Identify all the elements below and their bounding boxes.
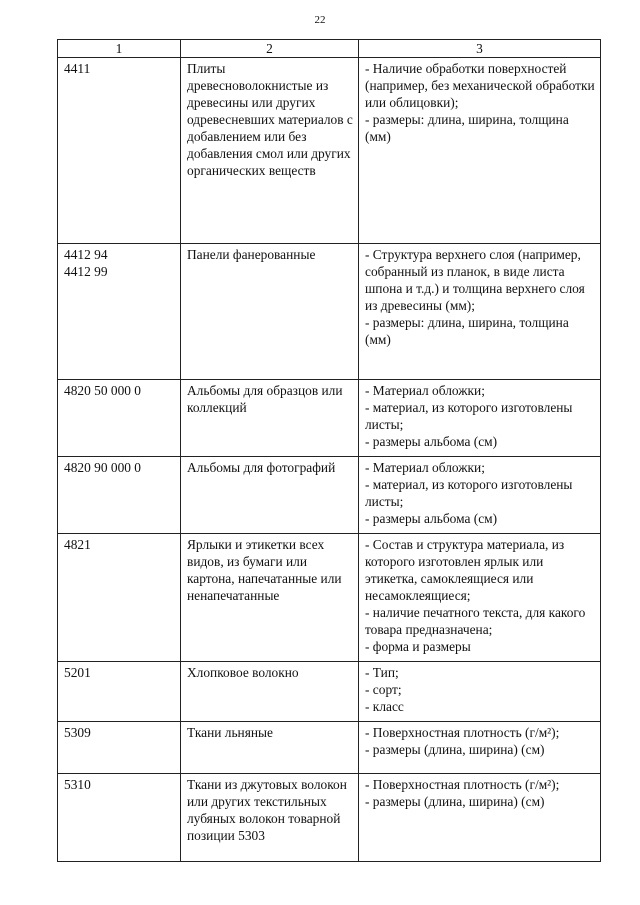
table-row — [58, 722, 601, 774]
attribute-line: - размеры альбома (см) — [365, 434, 498, 449]
name-cell: Ткани из джутовых волокон или других текстильных лубяных волокон товарной позиции 5303 — [181, 774, 359, 862]
attributes-cell — [359, 244, 601, 380]
code-cell — [58, 380, 181, 457]
name-cell: Альбомы для фотографий — [181, 457, 359, 534]
attributes-cell — [359, 662, 601, 722]
attribute-line: - Наличие обработки поверхностей (например, без механической обработки или облицовки); — [365, 61, 595, 110]
attributes-cell — [359, 457, 601, 534]
attribute-line: - материал, из которого изготовлены листы; — [365, 477, 573, 509]
attribute-line: - размеры (длина, ширина) (см) — [365, 794, 545, 809]
code-cell — [58, 722, 181, 774]
table-row — [58, 534, 601, 662]
attribute-line: - размеры альбома (см) — [365, 511, 498, 526]
code-line: 5309 — [64, 725, 91, 740]
attribute-line: - Тип; — [365, 665, 399, 680]
attribute-line: - размеры (длина, ширина) (см) — [365, 742, 545, 757]
column-header-3: 3 — [359, 40, 601, 58]
name-cell: Альбомы для образцов или коллекций — [181, 380, 359, 457]
table-row — [58, 380, 601, 457]
attribute-line: - Поверхностная плотность (г/м²); — [365, 777, 560, 792]
attribute-line: - Структура верхнего слоя (например, собранный из планок, в виде листа шпона и т.д.) и толщина верхнего слоя из древесины (мм); — [365, 247, 585, 313]
name-cell: Плиты древесноволокнистые из древесины или других одревесневших материалов с добавлением или без добавления смол или других органических веществ — [181, 58, 359, 244]
attribute-line: - материал, из которого изготовлены листы; — [365, 400, 573, 432]
attribute-line: - Материал обложки; — [365, 383, 485, 398]
table-row — [58, 244, 601, 380]
attribute-line: - Поверхностная плотность (г/м²); — [365, 725, 560, 740]
code-line: 4412 94 — [64, 247, 108, 262]
table-row — [58, 58, 601, 244]
table-header-row — [58, 40, 601, 58]
code-line: 4821 — [64, 537, 91, 552]
attributes-cell — [359, 534, 601, 662]
code-line: 4820 50 000 0 — [64, 383, 141, 398]
name-cell: Панели фанерованные — [181, 244, 359, 380]
page-number: 22 — [314, 14, 326, 26]
goods-table — [57, 39, 601, 862]
code-cell — [58, 662, 181, 722]
attribute-line: - класс — [365, 699, 404, 714]
attribute-line: - Материал обложки; — [365, 460, 485, 475]
code-cell — [58, 534, 181, 662]
attribute-line: - размеры: длина, ширина, толщина (мм) — [365, 315, 569, 347]
table-row — [58, 457, 601, 534]
code-line: 5201 — [64, 665, 91, 680]
attributes-cell — [359, 722, 601, 774]
name-cell: Ярлыки и этикетки всех видов, из бумаги или картона, напечатанные или ненапечатанные — [181, 534, 359, 662]
attribute-line: - сорт; — [365, 682, 402, 697]
table-row — [58, 662, 601, 722]
attribute-line: - форма и размеры — [365, 639, 471, 654]
table-row — [58, 774, 601, 862]
attributes-cell — [359, 774, 601, 862]
name-cell: Ткани льняные — [181, 722, 359, 774]
attribute-line: - наличие печатного текста, для какого товара предназначена; — [365, 605, 586, 637]
column-header-1: 1 — [58, 40, 181, 58]
code-cell — [58, 774, 181, 862]
code-cell — [58, 457, 181, 534]
name-cell: Хлопковое волокно — [181, 662, 359, 722]
code-line: 4412 99 — [64, 264, 108, 279]
attributes-cell — [359, 380, 601, 457]
attributes-cell — [359, 58, 601, 244]
code-cell — [58, 58, 181, 244]
code-cell — [58, 244, 181, 380]
code-line: 4820 90 000 0 — [64, 460, 141, 475]
code-line: 4411 — [64, 61, 91, 76]
code-line: 5310 — [64, 777, 91, 792]
column-header-2: 2 — [181, 40, 359, 58]
attribute-line: - Состав и структура материала, из которого изготовлен ярлык или этикетка, самоклеящиеся или несамоклеящиеся; — [365, 537, 565, 603]
attribute-line: - размеры: длина, ширина, толщина (мм) — [365, 112, 569, 144]
